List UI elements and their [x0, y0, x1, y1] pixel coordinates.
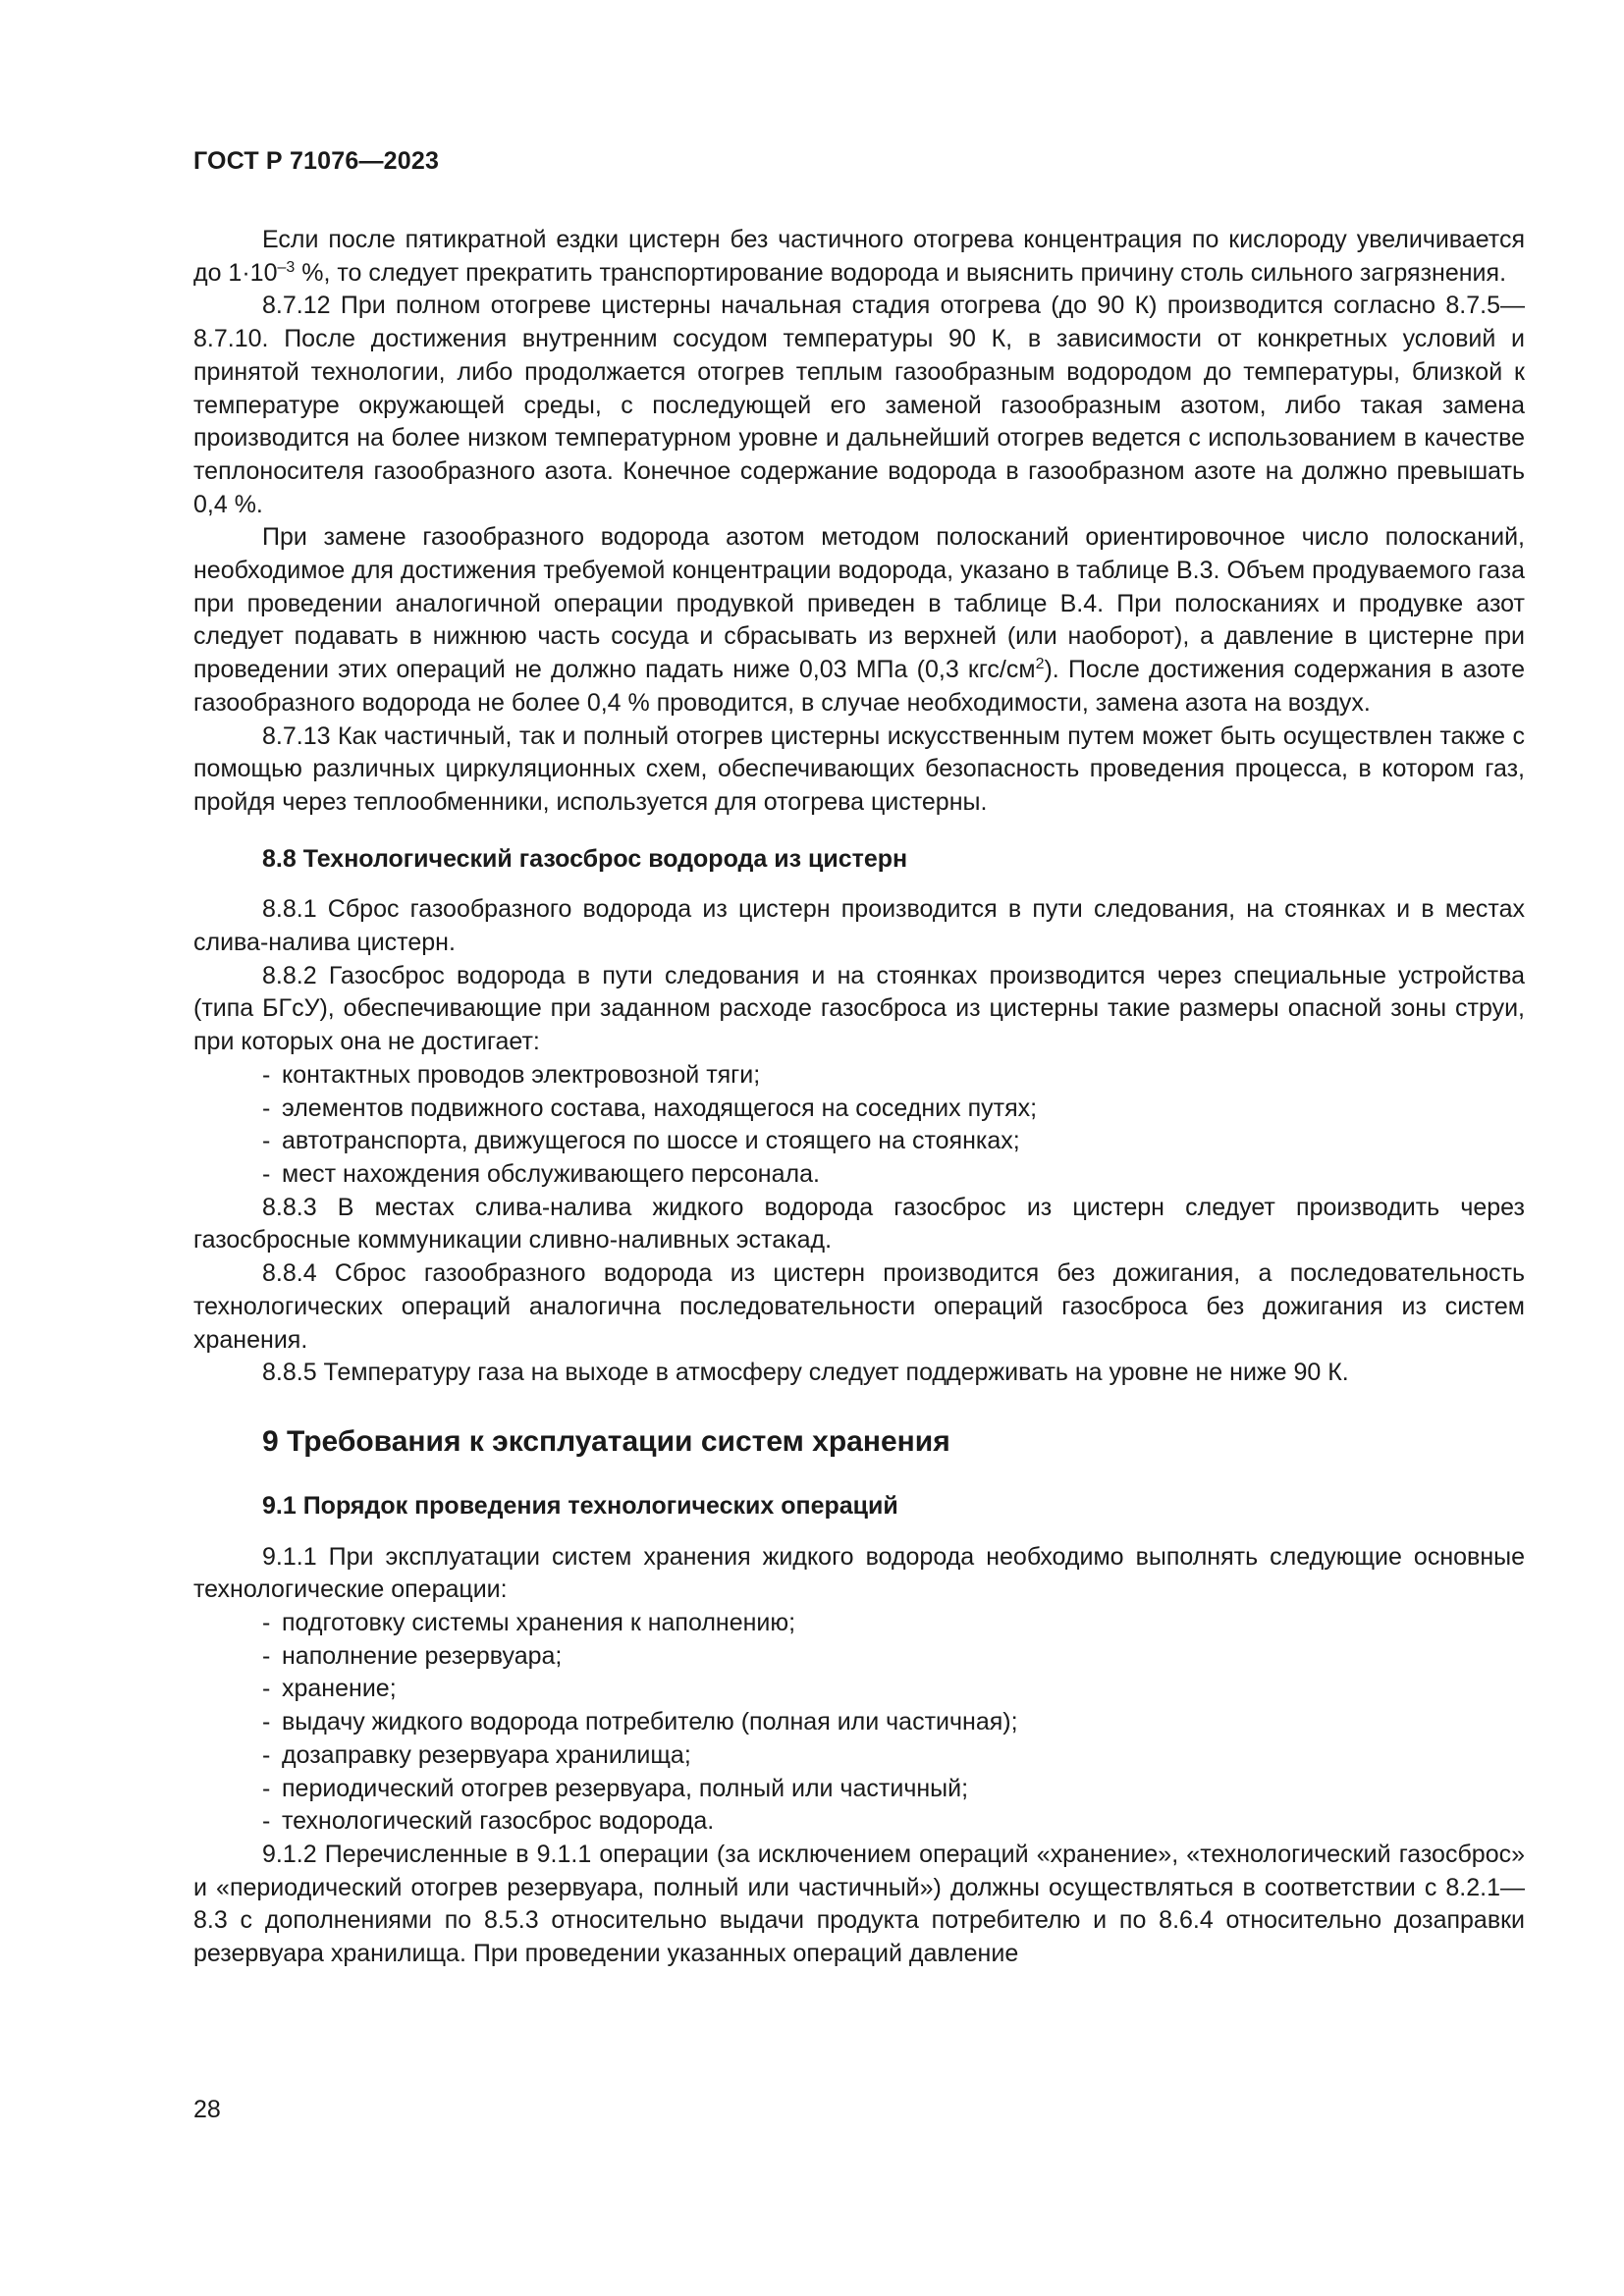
paragraph-8-8-5: 8.8.5 Температуру газа на выходе в атмосферу следует поддерживать на уровне не ниже 90 К. — [262, 1359, 1349, 1387]
list-item: - мест нахождения обслуживающего персонала. — [262, 1159, 820, 1188]
list-item: - дозаправку резервуара хранилища; — [262, 1740, 691, 1769]
list-item: - подготовку системы хранения к наполнению; — [262, 1609, 796, 1637]
paragraph-9-1-1: 9.1.1 При эксплуатации систем хранения жидкого водорода необходимо выполнять следующие основные технологические операции: — [193, 1542, 1525, 1604]
list-item: - наполнение резервуара; — [262, 1641, 563, 1670]
paragraph-8-7-13: 8.7.13 Как частичный, так и полный отогрев цистерны искусственным путем может быть осуществлен также с помощью различных циркуляционных схем, обеспечивающих безопасность проведения процесса, в котором газ, пройдя через теплообменники, используется для отогрева цистерны. — [193, 721, 1525, 816]
dash-list-operations — [193, 1607, 1525, 1839]
document-header: ГОСТ Р 71076—2023 — [193, 147, 440, 175]
paragraph-8-7-12: 8.7.12 При полном отогреве цистерны начальная стадия отогрева (до 90 К) производится согласно 8.7.5—8.7.10. После достижения внутренним сосудом температуры 90 К, в зависимости от конкретных условий и принятой технологии, либо продолжается отогрев теплым газообразным водородом до температуры, близкой к температуре окружающей среды, с последующей его заменой газообразным азотом, либо такая замена производится на более низком температурном уровне и дальнейший отогрев ведется с использованием в качестве теплоносителя газообразного азота. Конечное содержание водорода в газообразном азоте на должно превышать 0,4 %. — [193, 292, 1525, 518]
list-item: - периодический отогрев резервуара, полный или частичный; — [262, 1774, 969, 1802]
list-item: - выдачу жидкого водорода потребителю (полная или частичная); — [262, 1708, 1018, 1736]
document-body — [193, 224, 1525, 1971]
section-heading-9: 9 Требования к эксплуатации систем хранения — [262, 1424, 950, 1458]
page-number: 28 — [193, 2096, 221, 2123]
dash-list-zone-limits — [193, 1059, 1525, 1192]
paragraph-8-8-1: 8.8.1 Сброс газообразного водорода из цистерн производится в пути следования, на стоянках и в местах слива-налива цистерн. — [193, 895, 1525, 957]
paragraph-8-8-3: 8.8.3 В местах слива-налива жидкого водорода газосброс из цистерн следует производить через газосбросные коммуникации сливно-наливных эстакад. — [193, 1193, 1525, 1255]
list-item: - контактных проводов электровозной тяги; — [262, 1060, 761, 1089]
paragraph-8-8-4: 8.8.4 Сброс газообразного водорода из цистерн производится без дожигания, а последовательность технологических операций аналогична последовательности операций газосброса без дожигания из систем хранения. — [193, 1259, 1525, 1354]
subsection-heading-9-1: 9.1 Порядок проведения технологических операций — [262, 1491, 898, 1520]
paragraph-8-8-2: 8.8.2 Газосброс водорода в пути следования и на стоянках производится через специальные устройства (типа БГсУ), обеспечивающие при заданном расходе газосброса из цистерны такие размеры опасной зоны струи, при которых она не достигает: — [193, 961, 1525, 1056]
subsection-heading-8-8: 8.8 Технологический газосброс водорода из цистерн — [262, 844, 908, 873]
paragraph: Если после пятикратной ездки цистерн без частичного отогрева концентрация по кислороду увеличивается до $1\cdot 10^{-3}$ %, то следует прекратить транспортирование водорода и выяснить причину столь сильного загрязнения. — [193, 226, 1525, 287]
paragraph-9-1-2: 9.1.2 Перечисленные в 9.1.1 операции (за исключением операций «хранение», «технологический газосброс» и «периодический отогрев резервуара, полный или частичный») должны осуществляться в соответствии с 8.2.1—8.3 с дополнениями по 8.5.3 относительно выдачи продукта потребителю и по 8.6.4 относительно дозаправки резервуара хранилища. При проведении указанных операций давление — [193, 1840, 1525, 1968]
list-item: - элементов подвижного состава, находящегося на соседних путях; — [262, 1094, 1038, 1122]
list-item: - хранение; — [262, 1675, 397, 1703]
paragraph: При замене газообразного водорода азотом методом полосканий ориентировочное число полосканий, необходимое для достижения требуемой концентрации водорода, указано в таблице В.3. Объем продуваемого газа при проведении аналогичной операции продувкой приведен в таблице В.4. При полосканиях и продувке азот следует подавать в нижнюю часть сосуда и сбрасывать из верхней (или наоборот), а давление в цистерне при проведении этих операций не должно падать ниже 0,03 МПа (0,3 кгс/$см^2$). После достижения содержания в азоте газообразного водорода не более 0,4 % проводится, в случае необходимости, замена азота на воздух. — [193, 523, 1525, 717]
list-item: - технологический газосброс водорода. — [262, 1807, 715, 1836]
list-item: - автотранспорта, движущегося по шоссе и стоящего на стоянках; — [262, 1127, 1020, 1155]
